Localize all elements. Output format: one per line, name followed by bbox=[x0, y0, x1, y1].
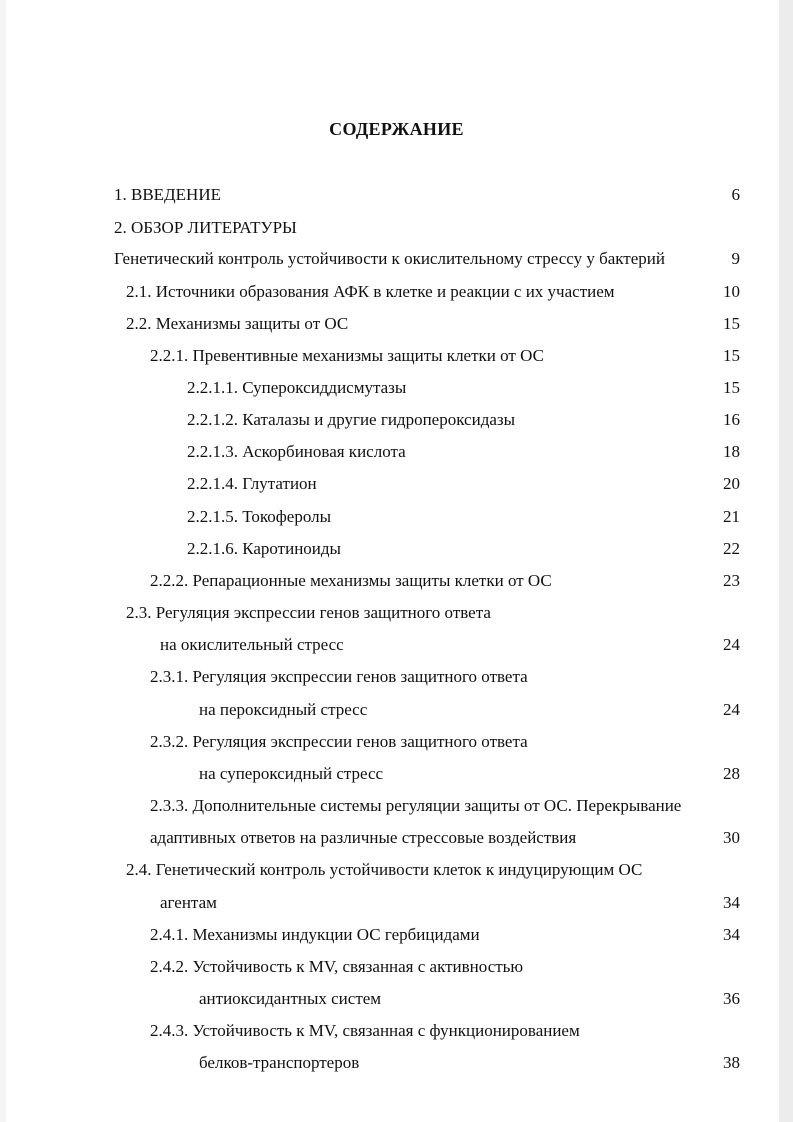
scan-right-edge bbox=[779, 0, 793, 1122]
toc-entry-page: 38 bbox=[723, 1053, 740, 1072]
toc-entry bbox=[0, 665, 793, 689]
toc-entry bbox=[0, 408, 793, 432]
toc-entry-text: 2.2.1.2. Каталазы и другие гидропероксидазы bbox=[187, 410, 516, 429]
toc-entry-text: Генетический контроль устойчивости к окислительному стрессу у бактерий bbox=[114, 249, 665, 268]
toc-entry bbox=[0, 987, 793, 1011]
toc-entry-text: 1. ВВЕДЕНИЕ bbox=[114, 185, 221, 204]
toc-entry bbox=[0, 1051, 793, 1075]
toc-entry-page: 21 bbox=[723, 507, 740, 526]
toc-entry bbox=[0, 247, 793, 271]
toc-entry bbox=[0, 633, 793, 657]
toc-entry bbox=[0, 344, 793, 368]
toc-entry-text: 2.2.1.4. Глутатион bbox=[187, 474, 317, 493]
toc-entry bbox=[0, 183, 793, 207]
toc-entry-page: 22 bbox=[723, 539, 740, 558]
toc-entry-page: 16 bbox=[723, 410, 740, 429]
toc-entry-text: 2.2.1.3. Аскорбиновая кислота bbox=[187, 442, 406, 461]
toc-entry-page: 20 bbox=[723, 474, 740, 493]
toc-entry-page: 6 bbox=[731, 185, 740, 204]
toc-entry bbox=[0, 698, 793, 722]
toc-entry-text: 2.2.1.5. Токоферолы bbox=[187, 507, 331, 526]
toc-entry-text: 2.4.1. Механизмы индукции ОС гербицидами bbox=[150, 925, 480, 944]
toc-entry-text: 2.3.2. Регуляция экспрессии генов защитного ответа bbox=[150, 732, 528, 751]
toc-entry-text: агентам bbox=[160, 893, 217, 912]
toc-entry bbox=[0, 440, 793, 464]
toc-entry-page: 30 bbox=[723, 828, 740, 847]
toc-entry-page: 23 bbox=[723, 571, 740, 590]
toc-entry bbox=[0, 955, 793, 979]
toc-entry-text: 2.2.1.6. Каротиноиды bbox=[187, 539, 341, 558]
toc-entry-page: 15 bbox=[723, 314, 740, 333]
toc-entry-text: 2.2. Механизмы защиты от ОС bbox=[126, 314, 349, 333]
toc-entry-page: 10 bbox=[723, 282, 740, 301]
toc-entry-text: 2.3. Регуляция экспрессии генов защитного ответа bbox=[126, 603, 491, 622]
toc-entry-text: адаптивных ответов на различные стрессовые воздействия bbox=[150, 828, 577, 847]
toc-entry bbox=[0, 216, 793, 240]
page-title: СОДЕРЖАНИЕ bbox=[329, 119, 464, 139]
toc-entry-text: 2.2.1. Превентивные механизмы защиты клетки от ОС bbox=[150, 346, 544, 365]
toc-entry bbox=[0, 826, 793, 850]
toc-entry-text: антиоксидантных систем bbox=[199, 989, 382, 1008]
toc-entry bbox=[0, 1019, 793, 1043]
toc-entry bbox=[0, 312, 793, 336]
toc-entry-text: белков-транспортеров bbox=[199, 1053, 360, 1072]
toc-entry bbox=[0, 730, 793, 754]
toc-entry bbox=[0, 472, 793, 496]
toc-entry-page: 34 bbox=[723, 893, 740, 912]
toc-entry bbox=[0, 923, 793, 947]
toc-entry-page: 34 bbox=[723, 925, 740, 944]
toc-entry-text: 2. ОБЗОР ЛИТЕРАТУРЫ bbox=[114, 218, 297, 237]
toc-entry-page: 24 bbox=[723, 635, 740, 654]
toc-entry bbox=[0, 891, 793, 915]
toc-entry-text: на пероксидный стресс bbox=[199, 700, 368, 719]
toc-entry-page: 36 bbox=[723, 989, 740, 1008]
toc-entry-text: 2.2.2. Репарационные механизмы защиты клетки от ОС bbox=[150, 571, 552, 590]
toc-entry bbox=[0, 601, 793, 625]
toc-entry-page: 15 bbox=[723, 378, 740, 397]
scan-left-edge bbox=[0, 0, 6, 1122]
toc-entry-text: 2.4. Генетический контроль устойчивости клеток к индуцирующим ОС bbox=[126, 860, 643, 879]
toc-entry-page: 24 bbox=[723, 700, 740, 719]
toc-entry-text: 2.1. Источники образования АФК в клетке и реакции с их участием bbox=[126, 282, 615, 301]
toc-entry-page: 9 bbox=[731, 249, 740, 268]
toc-entry-text: 2.4.3. Устойчивость к MV, связанная с функционированием bbox=[150, 1021, 580, 1040]
toc-entry bbox=[0, 537, 793, 561]
toc-entry-text: 2.3.3. Дополнительные системы регуляции защиты от ОС. Перекрывание bbox=[150, 796, 682, 815]
toc-entry bbox=[0, 376, 793, 400]
toc-entry bbox=[0, 858, 793, 882]
toc-entry bbox=[0, 762, 793, 786]
toc-entry bbox=[0, 794, 793, 818]
toc-entry-page: 18 bbox=[723, 442, 740, 461]
toc-entry-page: 28 bbox=[723, 764, 740, 783]
toc-entry-page: 15 bbox=[723, 346, 740, 365]
toc-entry-text: на окислительный стресс bbox=[160, 635, 344, 654]
toc-entry-text: 2.2.1.1. Супероксиддисмутазы bbox=[187, 378, 407, 397]
toc-entry-text: на супероксидный стресс bbox=[199, 764, 384, 783]
toc-entry bbox=[0, 505, 793, 529]
toc-entry-text: 2.3.1. Регуляция экспрессии генов защитного ответа bbox=[150, 667, 528, 686]
toc-entry bbox=[0, 569, 793, 593]
toc-entry-text: 2.4.2. Устойчивость к MV, связанная с активностью bbox=[150, 957, 524, 976]
toc-entry bbox=[0, 280, 793, 304]
